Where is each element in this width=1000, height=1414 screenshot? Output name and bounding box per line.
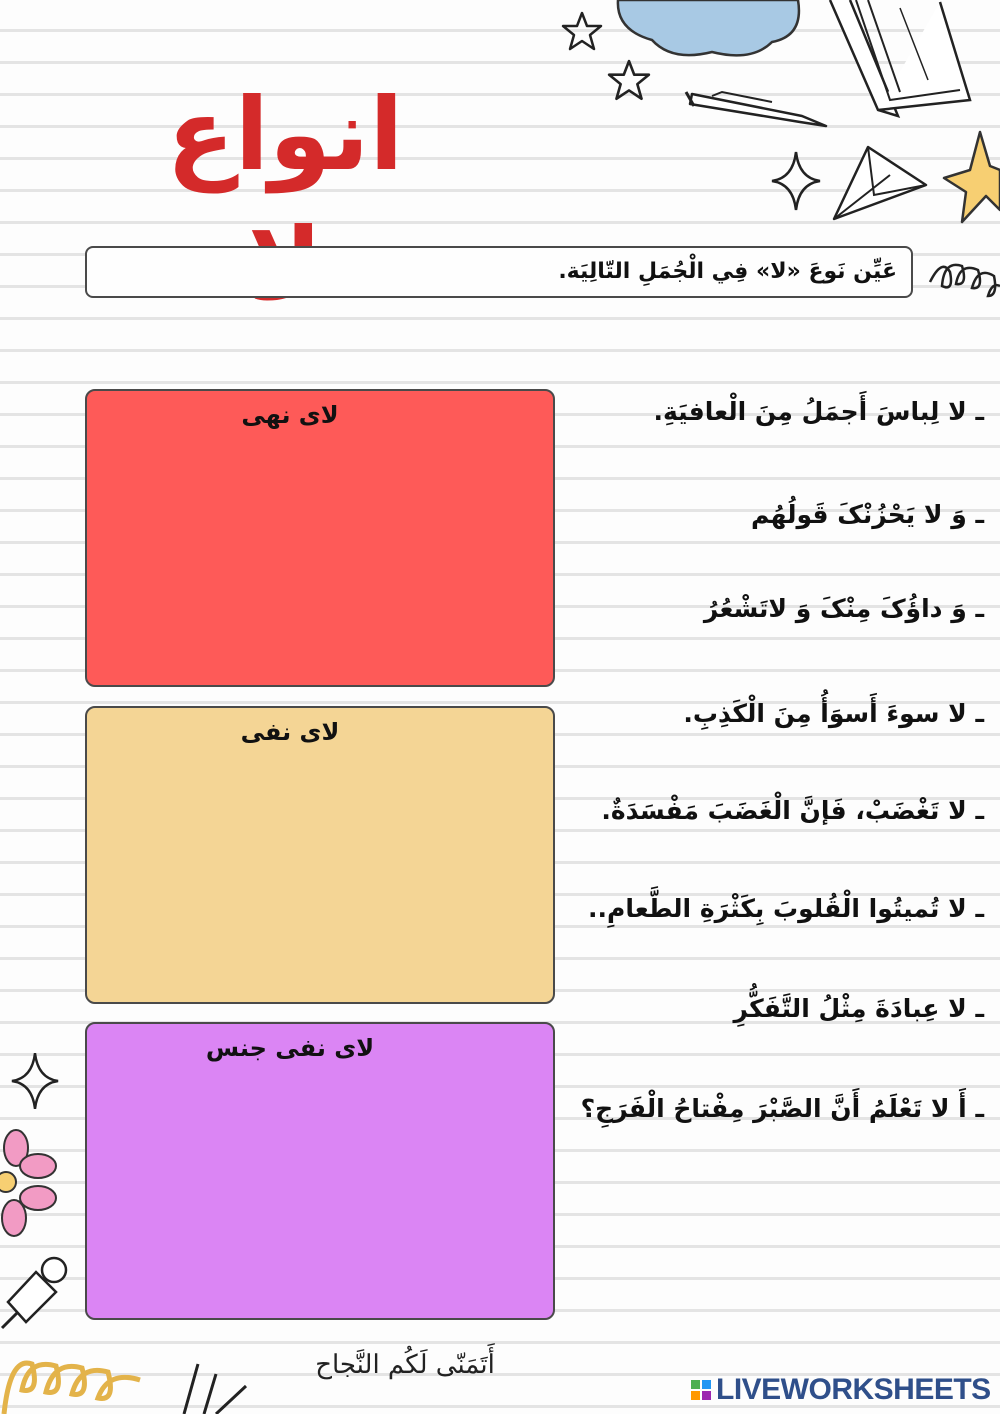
flower-icon <box>0 1128 60 1238</box>
pencil-icon <box>180 1360 250 1414</box>
page-title: انواع <box>166 76 404 193</box>
drop-zone-nafy[interactable] <box>85 706 555 1004</box>
star-icon <box>940 130 1000 230</box>
footer-wish: أَتَمَنّى لَكُم النَّجاح <box>315 1350 495 1380</box>
box-label-nahy: لای نهی <box>241 401 339 429</box>
instruction-box <box>85 246 913 298</box>
sentence-item[interactable]: ـ لا سوءَ أَسوَأُ مِنَ الْكَذِبِ. <box>683 699 984 728</box>
paper-plane-icon <box>830 145 930 223</box>
box-label-nafy: لای نفی <box>240 718 340 746</box>
sentence-item[interactable]: ـ لا لِباسَ أَجمَلُ مِنَ الْعافيَةِ. <box>653 397 984 426</box>
star-icon <box>560 10 604 54</box>
cloud-icon <box>612 0 804 62</box>
sentence-item[interactable]: ـ لا تَغْضَبْ، فَإنَّ الْغَضَبَ مَفْسَدَةٌ. <box>601 796 984 825</box>
pen-icon <box>682 82 832 132</box>
brand-logo <box>690 1372 991 1408</box>
sparkle-icon <box>10 1050 60 1112</box>
sentence-item[interactable]: ـ لا تُميتُوا الْقُلوبَ بِكَثْرَةِ الطَّعامِ.. <box>588 894 984 923</box>
sentence-item[interactable]: ـ لا عِبادَةَ مِثْلُ التَّفَكُّرِ <box>733 994 984 1023</box>
sentence-item[interactable]: ـ وَ داؤُکَ مِنْکَ وَ لاتَشْعُرُ <box>703 594 984 623</box>
brand-name: LIVEWORKSHEETS <box>716 1373 991 1406</box>
spiral-icon <box>928 252 1000 324</box>
drop-zone-nahy[interactable] <box>85 389 555 687</box>
liveworksheets-logo-icon <box>690 1378 714 1402</box>
star-icon <box>606 58 652 104</box>
sentence-item[interactable]: ـ وَ لا يَحْزُنْکَ قَولُهُم <box>751 500 984 529</box>
instruction-text: عَيِّن نَوعَ «لا» فِي الْجُمَلِ التّالِيَة. <box>558 259 897 284</box>
sentence-item[interactable]: ـ أَ لا تَعْلَمُ أَنَّ الصَّبْرَ مِفْتاحُ الْفَرَجِ؟ <box>580 1094 984 1123</box>
box-label-nafy-jins: لای نفی جنس <box>205 1034 375 1062</box>
spiral-icon <box>0 1350 150 1414</box>
pushpin-icon <box>0 1252 70 1332</box>
book-icon <box>820 0 980 120</box>
sparkle-icon <box>770 150 822 212</box>
drop-zone-nafy-jins[interactable] <box>85 1022 555 1320</box>
